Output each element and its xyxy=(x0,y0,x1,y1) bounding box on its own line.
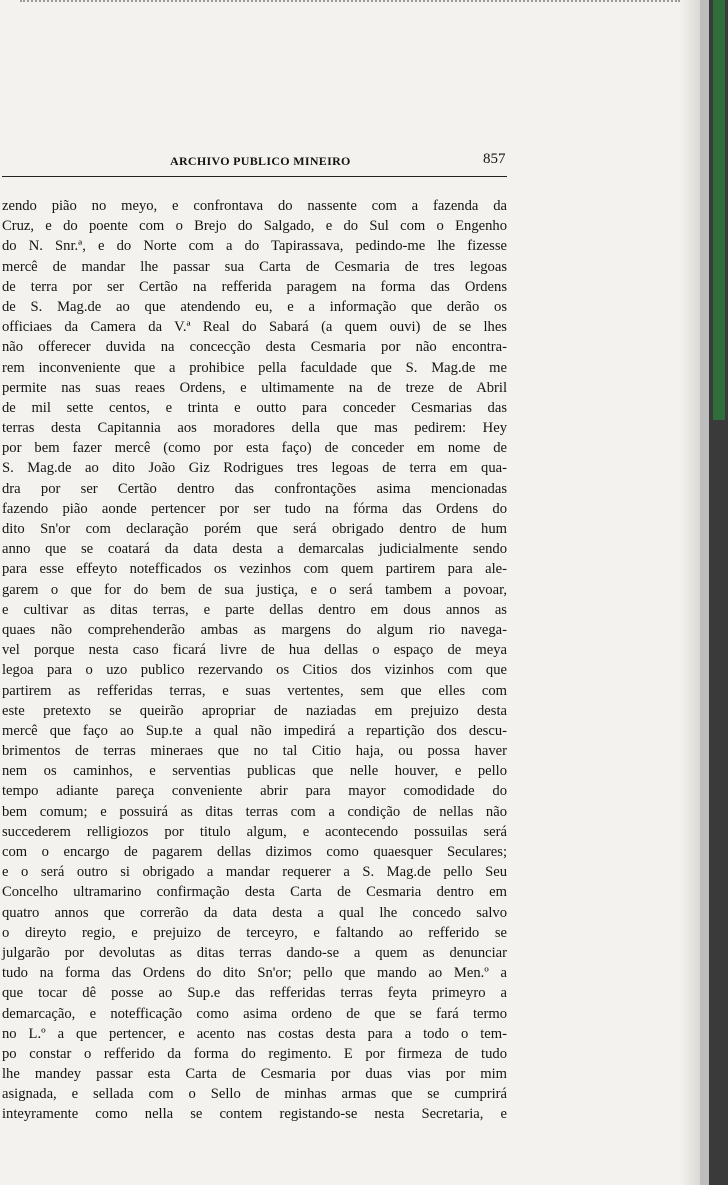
text-line: partirem as refferidas terras, e suas vertentes, sem que elles com xyxy=(2,682,507,699)
text-line: não offerecer duvida na concecção desta Cesmaria por não encontra- xyxy=(2,339,507,356)
text-line: succederem relligiozos por titulo algum, e acontecendo possuilas será xyxy=(2,823,507,840)
text-line: Concelho ultramarino confirmação desta Carta de Cesmaria dentro em xyxy=(2,884,507,901)
book-binding-edge xyxy=(700,0,728,1185)
text-line: inteyramente como nella se contem registando-se nesta Secretaria, e xyxy=(2,1106,507,1123)
text-line: por bem fazer mercê (como por esta faço) de conceder em nome de xyxy=(2,440,507,457)
text-line: zendo pião no meyo, e confrontava do nassente com a fazenda da xyxy=(2,198,507,214)
text-line: de S. Mag.de ao que atendendo eu, e a informação que derão os xyxy=(2,298,507,315)
text-line: com o encargo de pagarem dellas dizimos como quaesquer Seculares; xyxy=(2,844,507,860)
text-line: o direyto regio, e prejuizo de terceyro, e faltando ao refferido se xyxy=(2,924,507,941)
text-line: rem inconveniente que a prohibice pella faculdade que S. Mag.de me xyxy=(2,359,507,376)
text-line: S. Mag.de ao dito João Giz Rodrigues tres legoas de terra em qua- xyxy=(2,460,507,477)
header-rule xyxy=(2,176,507,177)
text-line: de mil sette centos, e trinta e outto para conceder Cesmarias das xyxy=(2,399,507,416)
text-line: mercê de mandar lhe passar sua Carta de Cesmaria de tres legoas xyxy=(2,258,507,275)
text-line: dra por ser Certão dentro das confrontações asima mencionadas xyxy=(2,480,507,497)
text-line: demarcação, e notefficação como asima ordeno de que se fará termo xyxy=(2,1005,507,1022)
text-line: vel porque nesta caso ficará livre de hua dellas o espaço de meya xyxy=(2,642,507,659)
text-line: brimentos de terras mineraes que no tal Citio haja, ou possa haver xyxy=(2,743,507,760)
text-line: que tocar dê posse ao Sup.e das refferidas terras feyta primeyro a xyxy=(2,985,507,1002)
page-number: 857 xyxy=(483,151,506,167)
text-line: e cultivar as ditas terras, e parte dellas dentro em dous annos as xyxy=(2,601,507,618)
body-text xyxy=(2,196,507,1125)
text-line: officiaes da Camera da V.ª Real do Sabará (a quem ouvi) de se lhes xyxy=(2,319,507,336)
text-line: quatro annos que correrão da data desta a qual lhe concedo salvo xyxy=(2,904,507,921)
text-line: terras desta Capitannia aos moradores della que mas pedirem: Hey xyxy=(2,420,507,437)
page-edge-shadow xyxy=(680,0,700,1185)
running-head-title: ARCHIVO PUBLICO MINEIRO xyxy=(170,154,351,168)
text-line: po constar o refferido da forma do regimento. E por firmeza de tudo xyxy=(2,1045,507,1062)
text-line: mercê que faço ao Sup.te a qual não impedirá a repartição dos descu- xyxy=(2,722,507,739)
running-head xyxy=(160,151,510,174)
text-line: e o será outro si obrigado a mandar requerer a S. Mag.de pello Seu xyxy=(2,864,507,881)
text-line: legoa para o uzo publico rezervando os Citios dos vizinhos com que xyxy=(2,662,507,679)
text-line: dito Sn'or com declaração porém que será obrigado dentro de hum xyxy=(2,521,507,537)
text-line: este pretexto se queirão apropriar de naziadas em prejuizo desta xyxy=(2,702,507,719)
text-line: do N. Snr.ª, e do Norte com a do Tapirassava, pedindo-me lhe fizesse xyxy=(2,238,507,255)
text-line: de terra por ser Certão na refferida paragem na forma das Ordens xyxy=(2,278,507,295)
text-line: julgarão por devolutas as ditas terras dando-se a quem as denunciar xyxy=(2,944,507,961)
text-line: tudo na forma das Ordens do dito Sn'or; pello que mando ao Men.º a xyxy=(2,965,507,982)
text-line: Cruz, e do poente com o Brejo do Salgado, e do Sul com o Engenho xyxy=(2,218,507,235)
text-line: quaes não comprehenderão ambas as margens do algum rio navega- xyxy=(2,621,507,638)
text-line: nem os caminhos, e serventias publicas que nelle houver, e pello xyxy=(2,763,507,780)
text-line: lhe mandey passar esta Carta de Cesmaria por duas vias por mim xyxy=(2,1066,507,1083)
text-line: bem comum; e possuirá as ditas terras com a condição de nellas não xyxy=(2,803,507,820)
text-line: tempo adiante pareça conveniente abrir para mayor comodidade do xyxy=(2,783,507,800)
text-line: garem o que for do bem de sua justiça, e o será tambem a povoar, xyxy=(2,581,507,598)
scan-edge-marks xyxy=(20,0,680,10)
text-line: fazendo pião aonde pertencer por ser tudo na fórma das Ordens do xyxy=(2,500,507,517)
text-line: para esse effeyto notefficados os vezinhos com quem partirem para ale- xyxy=(2,561,507,578)
text-line: anno que se coatará da data desta a demarcalas judicialmente sendo xyxy=(2,541,507,558)
text-line: permite nas suas reaes Ordens, e ultimamente na de treze de Abril xyxy=(2,379,507,396)
text-line: no L.º a que pertencer, e acento nas costas desta para a todo o tem- xyxy=(2,1025,507,1042)
text-line: asignada, e sellada com o Sello de minhas armas que se cumprirá xyxy=(2,1086,507,1103)
